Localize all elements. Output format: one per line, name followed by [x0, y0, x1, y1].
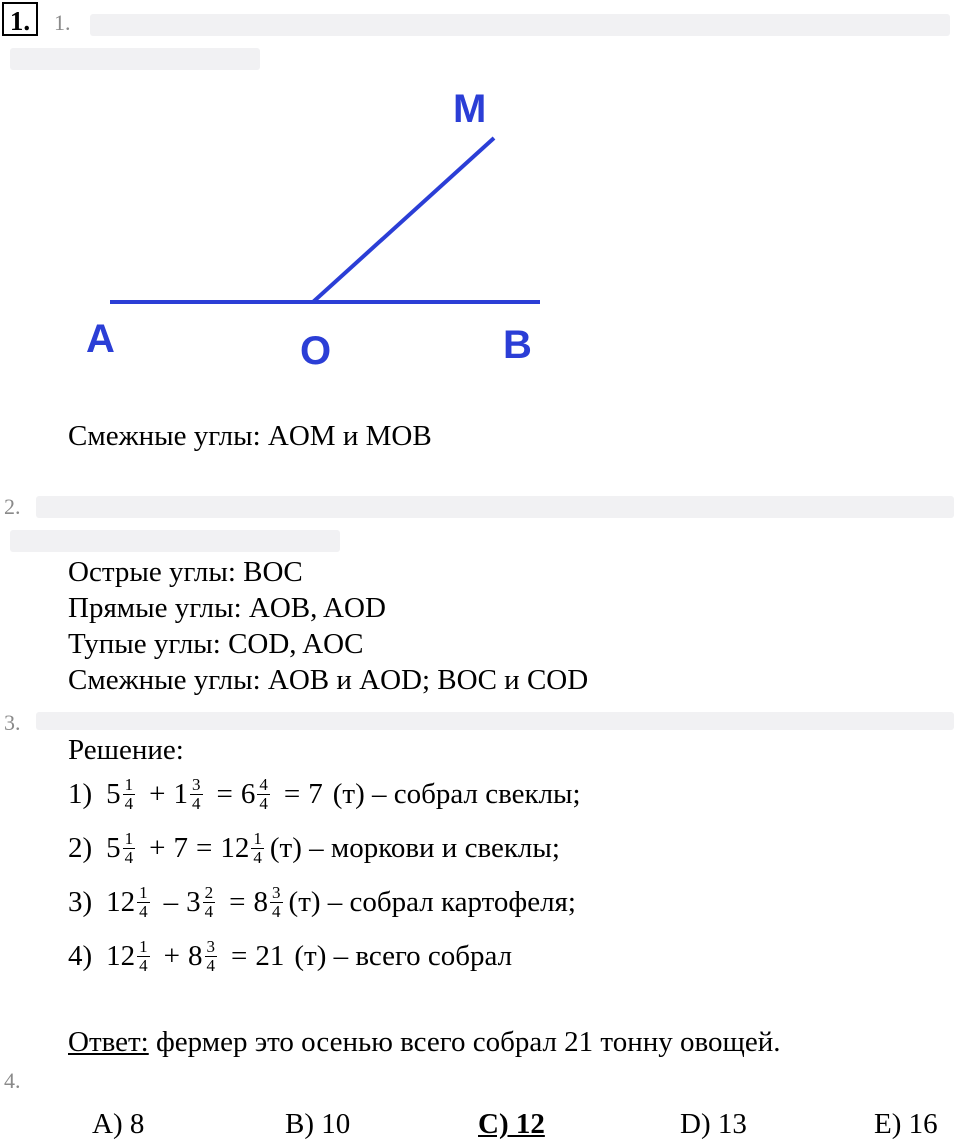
- solution-step-2: 2) 5 $\frac{1}{4}$ + 7 = 12 $\frac{1}{4}$ (т) – моркови и свеклы;: [68, 829, 560, 867]
- label-B: B: [503, 323, 532, 367]
- item-label-3: 3.: [4, 710, 21, 735]
- faded-text-block: [90, 14, 950, 36]
- task2-line: Смежные углы: AOB и AOD; BOC и COD: [68, 664, 589, 696]
- item-label-4: 4.: [4, 1068, 21, 1093]
- solution-step-1: 1) 5 $\frac{1}{4}$ + 1 $\frac{3}{4}$ = 6 $\frac{4}{4}$ = 7 (т) – собрал свеклы;: [68, 775, 581, 813]
- ray-OM: [313, 138, 494, 302]
- faded-text-block: [10, 48, 260, 70]
- faded-text-block: [36, 496, 954, 518]
- solution-title: Решение:: [68, 734, 184, 766]
- faded-text-block: [10, 530, 340, 552]
- answer-label: Ответ:: [68, 1026, 149, 1058]
- option-e: E) 16: [874, 1108, 938, 1140]
- option-a: A) 8: [92, 1108, 145, 1140]
- solution-step-4: 4) 12 $\frac{1}{4}$ + 8 $\frac{3}{4}$ = 21 (т) – всего собрал: [68, 937, 513, 975]
- angle-figure: [0, 70, 620, 390]
- label-O: O: [300, 329, 332, 373]
- answer-text: фермер это осенью всего собрал 21 тонну овощей.: [156, 1026, 781, 1058]
- label-A: A: [86, 317, 115, 361]
- adjacent-angles-answer: Смежные углы: AOM и MOB: [68, 420, 432, 452]
- option-d: D) 13: [680, 1108, 747, 1140]
- faded-text-block: [36, 712, 954, 730]
- item-label-2: 2.: [4, 494, 21, 519]
- task2-line: Острые углы: BOC: [68, 556, 303, 588]
- solution-step-3: 3) 12 $\frac{1}{4}$ – 3 $\frac{2}{4}$ = 8 $\frac{3}{4}$ (т) – собрал картофеля;: [68, 883, 576, 921]
- task2-line: Тупые углы: COD, AOC: [68, 628, 364, 660]
- final-answer: [68, 1026, 780, 1059]
- item-label-1: 1.: [54, 10, 71, 35]
- task2-line: Прямые углы: AOB, AOD: [68, 592, 386, 624]
- task-number-box: 1.: [2, 2, 38, 36]
- option-c-selected: C) 12: [478, 1108, 545, 1140]
- option-b: B) 10: [285, 1108, 351, 1140]
- label-M: M: [453, 87, 487, 131]
